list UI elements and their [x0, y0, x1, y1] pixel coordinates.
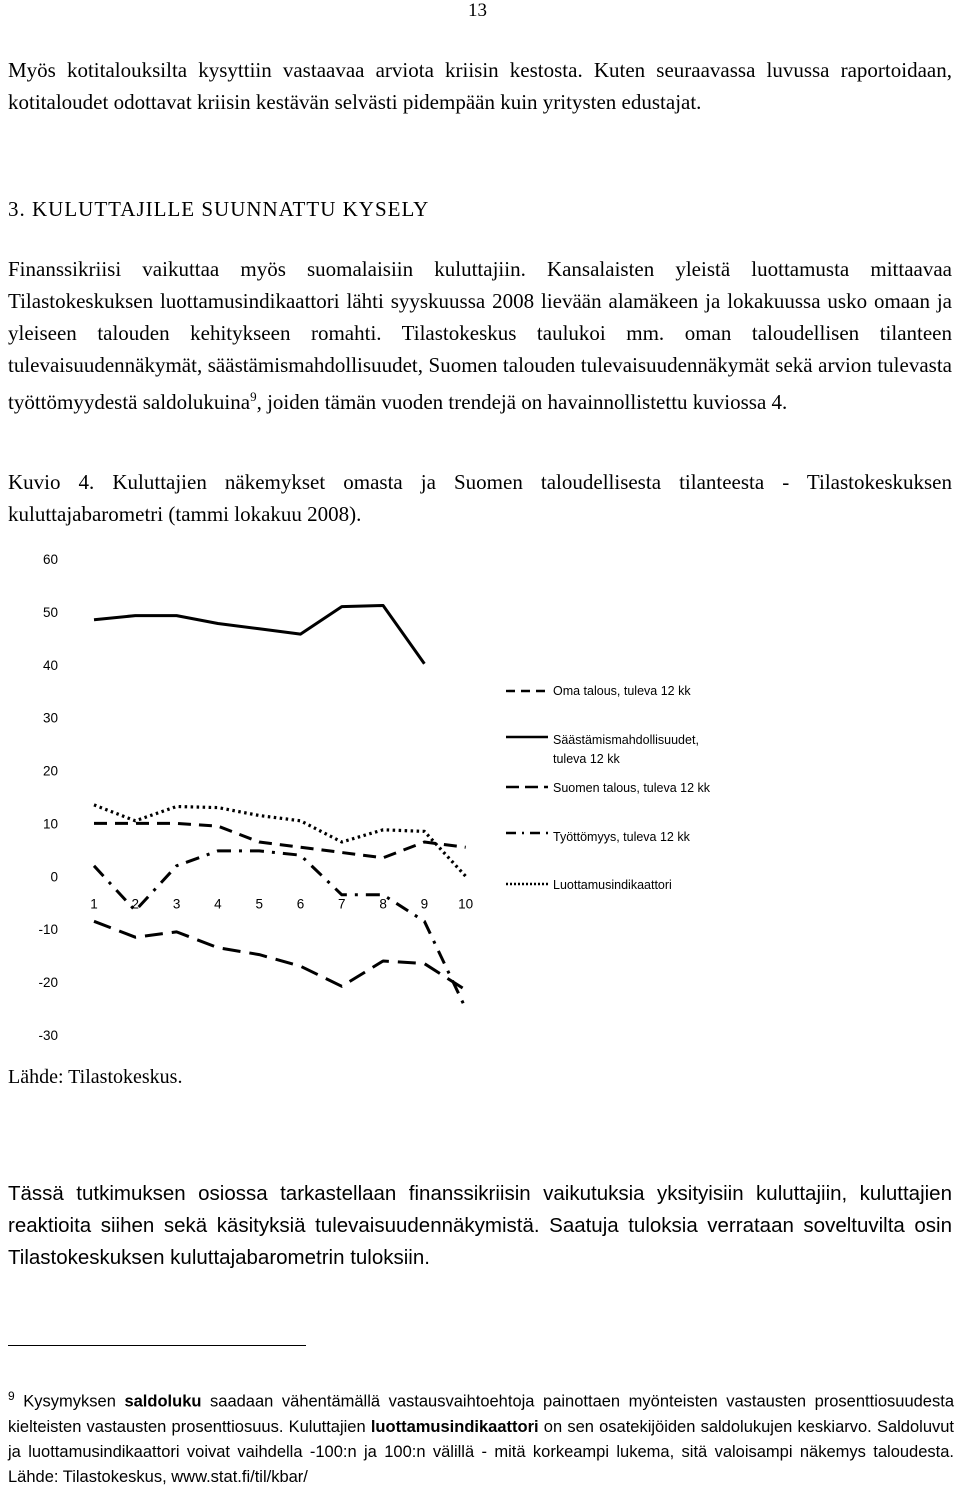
footnote-term-luottamusindikaattori: luottamusindikaattori [370, 1417, 539, 1436]
x-tick-label: 4 [214, 896, 222, 912]
footnote-mark: 9 [8, 1389, 15, 1403]
y-tick-label: -20 [38, 975, 58, 991]
series-lines [94, 606, 466, 1009]
y-tick-label: 10 [42, 816, 58, 832]
intro-text: Myös kotitalouksilta kysyttiin vastaavaa arviota kriisin kestosta. Kuten seuraavassa luvussa raportoidaan, kotitaloudet odottavat kriisin kestävän selvästi pidempään kuin yritysten edustajat. [8, 58, 952, 114]
series-line-3 [94, 921, 466, 990]
x-tick-label: 8 [379, 896, 387, 912]
body1-text-before-note: Finanssikriisi vaikuttaa myös suomalaisiin kuluttajiin. Kansalaisten yleistä luottamusta mittaavaa Tilastokeskuksen luottamusindikaattori lähti syyskuussa 2008 lievään alamäkeen ja lokakuussa usko omaan ja yleiseen talouden kehitykseen romahti. Tilastokeskus taulukoi mm. oman taloudellisen tilanteen tulevaisuudennäkymät, säästämismahdollisuudet, Suomen talouden tulevaisuudennäkymät sekä arvion tulevasta työttömyydestä saldolukuina [8, 257, 952, 414]
body1-text-after-note: , joiden tämän vuoden trendejä on havainnollistettu kuviossa 4. [256, 390, 788, 414]
footnote-reference: 9 [250, 389, 257, 404]
legend-label: Suomen talous, tuleva 12 kk [553, 781, 711, 795]
legend-label: Säästämismahdollisuudet, [553, 733, 699, 747]
legend-label: Oma talous, tuleva 12 kk [553, 684, 691, 698]
y-tick-label: 20 [42, 763, 58, 779]
figure-caption: Kuvio 4. Kuluttajien näkemykset omasta ja Suomen taloudellisesta tilanteesta - Tilastokeskuksen kuluttajabarometri (tammi lokakuu 2008). [8, 470, 952, 526]
body-paragraph-1-text [8, 253, 952, 418]
y-tick-label: 60 [42, 552, 58, 567]
legend-label: Luottamusindikaattori [553, 878, 672, 892]
body-paragraph-2-text: Tässä tutkimuksen osiossa tarkastellaan finanssikriisin vaikutuksia yksityisiin kuluttajiin, kuluttajien reaktioita siihen sekä käsityksiä tulevaisuudennäkymistä. Saatuja tuloksia verrataan soveltuvilta osin Tilastokeskuksen kuluttajabarometrin tuloksiin. [8, 1182, 952, 1269]
body-paragraph-2 [8, 1178, 952, 1274]
x-tick-label: 3 [172, 896, 181, 912]
consumer-barometer-chart [0, 545, 960, 1055]
section-heading: 3. KULUTTAJILLE SUUNNATTU KYSELY [8, 197, 430, 221]
y-tick-label: -10 [38, 922, 58, 938]
y-tick-label: 30 [42, 710, 58, 726]
y-tick-label: 0 [50, 869, 58, 885]
page-number: 13 [468, 0, 487, 21]
series-line-4 [94, 851, 466, 1009]
x-tick-label: 2 [131, 896, 140, 912]
legend-label: tuleva 12 kk [553, 752, 620, 766]
footnote [8, 1384, 954, 1490]
footnote-divider [8, 1345, 306, 1346]
y-axis-ticks [38, 552, 58, 1043]
y-tick-label: 40 [42, 657, 58, 673]
series-line-1 [94, 823, 466, 857]
footnote-term-saldoluku: saldoluku [124, 1392, 202, 1411]
x-tick-label: 1 [90, 896, 98, 912]
x-tick-label: 10 [458, 896, 474, 912]
figure-source: Lähde: Tilastokeskus. [8, 1066, 183, 1088]
footnote-text-3: on sen osatekijöiden saldolukujen keskiarvo. Saldoluvut ja luottamusindikaattori voivat vaihdella -100:n ja 100:n välillä - mitä korkeampi lukema, sitä valoisampi näkemys taloudesta. Lähde: Tilastokeskus, www.stat.fi/til/kbar/ [8, 1417, 955, 1486]
legend-label: Työttömyys, tuleva 12 kk [553, 830, 690, 844]
y-tick-label: -30 [38, 1028, 58, 1043]
series-line-5 [94, 805, 466, 876]
series-line-2 [94, 606, 424, 664]
intro-paragraph [8, 54, 952, 118]
y-tick-label: 50 [42, 604, 58, 620]
x-tick-label: 7 [338, 896, 346, 912]
body-paragraph-1 [8, 253, 952, 418]
legend [506, 684, 711, 892]
footnote-text-2: saadaan vähentämällä vastausvaihtoehtoja painottaen myönteisten vastausten prosenttiosuudesta kielteisten vastausten prosenttiosuus. Kuluttajien [8, 1392, 954, 1436]
x-tick-label: 6 [296, 896, 305, 912]
footnote-text-1: Kysymyksen [23, 1392, 125, 1411]
x-tick-label: 5 [255, 896, 263, 912]
x-tick-label: 9 [420, 896, 429, 912]
